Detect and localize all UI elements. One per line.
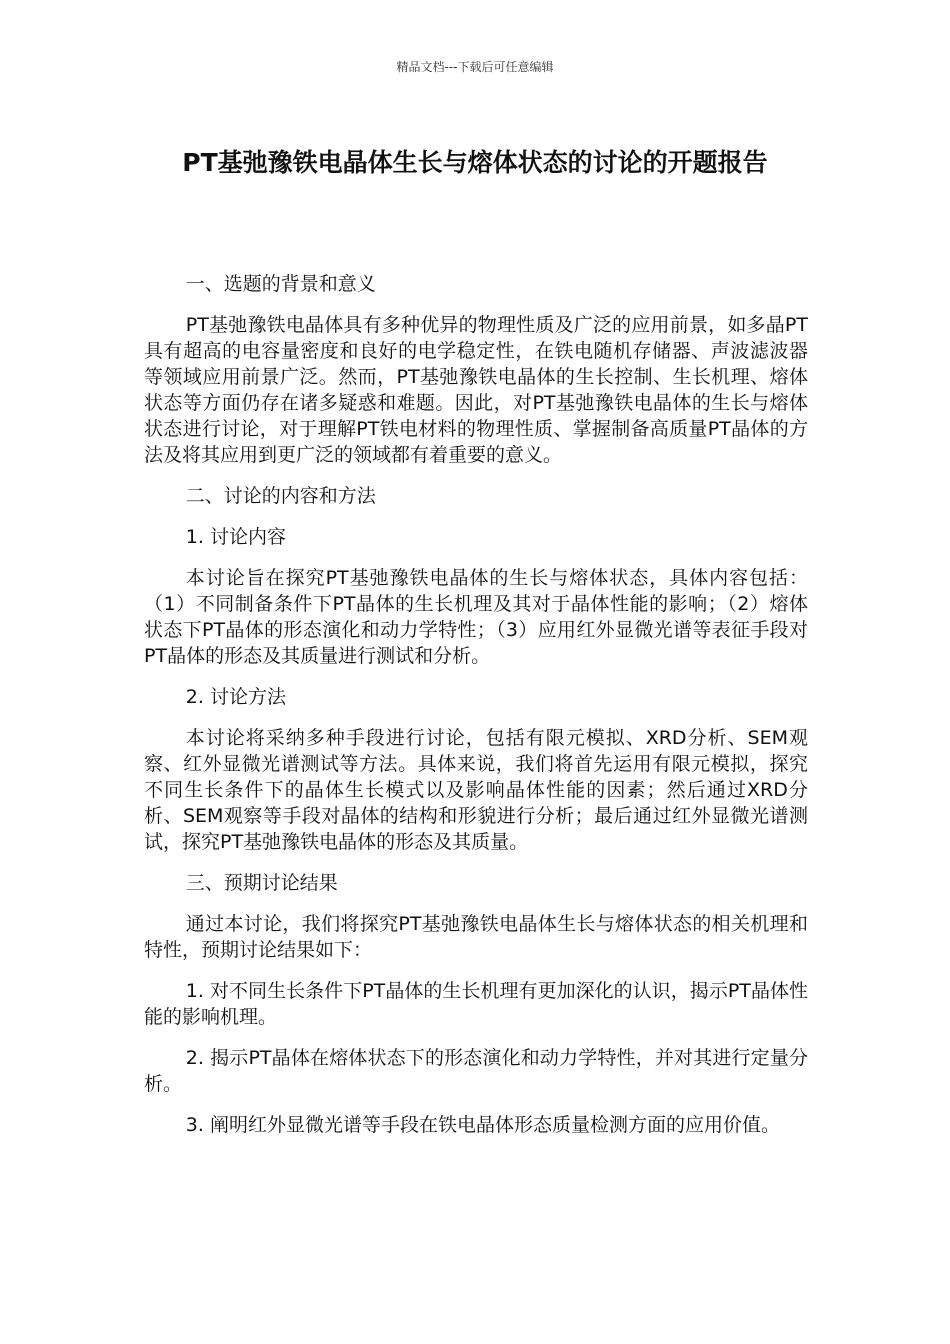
- section-heading-background: 一、选题的背景和意义: [185, 273, 376, 295]
- subsection-heading-method: 2. 讨论方法: [185, 686, 286, 708]
- result-item-1: 1. 对不同生长条件下PT晶体的生长机理有更加深化的认识，揭示PT晶体性能的影响机理。: [144, 980, 808, 1028]
- result-item-2: 2. 揭示PT晶体在熔体状态下的形态演化和动力学特性，并对其进行定量分析。: [144, 1047, 808, 1095]
- section-heading-content-method: 二、讨论的内容和方法: [185, 485, 376, 507]
- paragraph-results-intro: 通过本讨论，我们将探究PT基弛豫铁电晶体生长与熔体状态的相关机理和特性，预期讨论结果如下：: [144, 913, 808, 961]
- paragraph-background: PT基弛豫铁电晶体具有多种优异的物理性质及广泛的应用前景，如多晶PT具有超高的电容量密度和良好的电学稳定性，在铁电随机存储器、声波滤波器等领域应用前景广泛。然而，PT基弛豫铁电晶体的生长控制、生长机理、熔体状态等方面仍存在诸多疑惑和难题。因此，对PT基弛豫铁电晶体的生长与熔体状态进行讨论，对于理解PT铁电材料的物理性质、掌握制备高质量PT晶体的方法及将其应用到更广泛的领域都有着重要的意义。: [144, 314, 808, 466]
- paragraph-content: 本讨论旨在探究PT基弛豫铁电晶体的生长与熔体状态，具体内容包括：（1）不同制备条件下PT晶体的生长机理及其对于晶体性能的影响；（2）熔体状态下PT晶体的形态演化和动力学特性；（3）应用红外显微光谱等表征手段对PT晶体的形态及其质量进行测试和分析。: [144, 567, 808, 667]
- running-header: 精品文档---下载后可任意编辑: [396, 60, 554, 74]
- result-item-3: 3. 阐明红外显微光谱等手段在铁电晶体形态质量检测方面的应用价值。: [185, 1114, 780, 1136]
- section-heading-expected-results: 三、预期讨论结果: [185, 872, 338, 894]
- subsection-heading-content: 1. 讨论内容: [185, 526, 286, 548]
- paragraph-method: 本讨论将采纳多种手段进行讨论，包括有限元模拟、XRD分析、SEM观察、红外显微光谱测试等方法。具体来说，我们将首先运用有限元模拟，探究不同生长条件下的晶体生长模式以及影响晶体性能的因素；然后通过XRD分析、SEM观察等手段对晶体的结构和形貌进行分析；最后通过红外显微光谱测试，探究PT基弛豫铁电晶体的形态及其质量。: [144, 727, 808, 853]
- document-body: [144, 271, 808, 1153]
- document-title: PT基弛豫铁电晶体生长与熔体状态的讨论的开题报告: [182, 148, 768, 177]
